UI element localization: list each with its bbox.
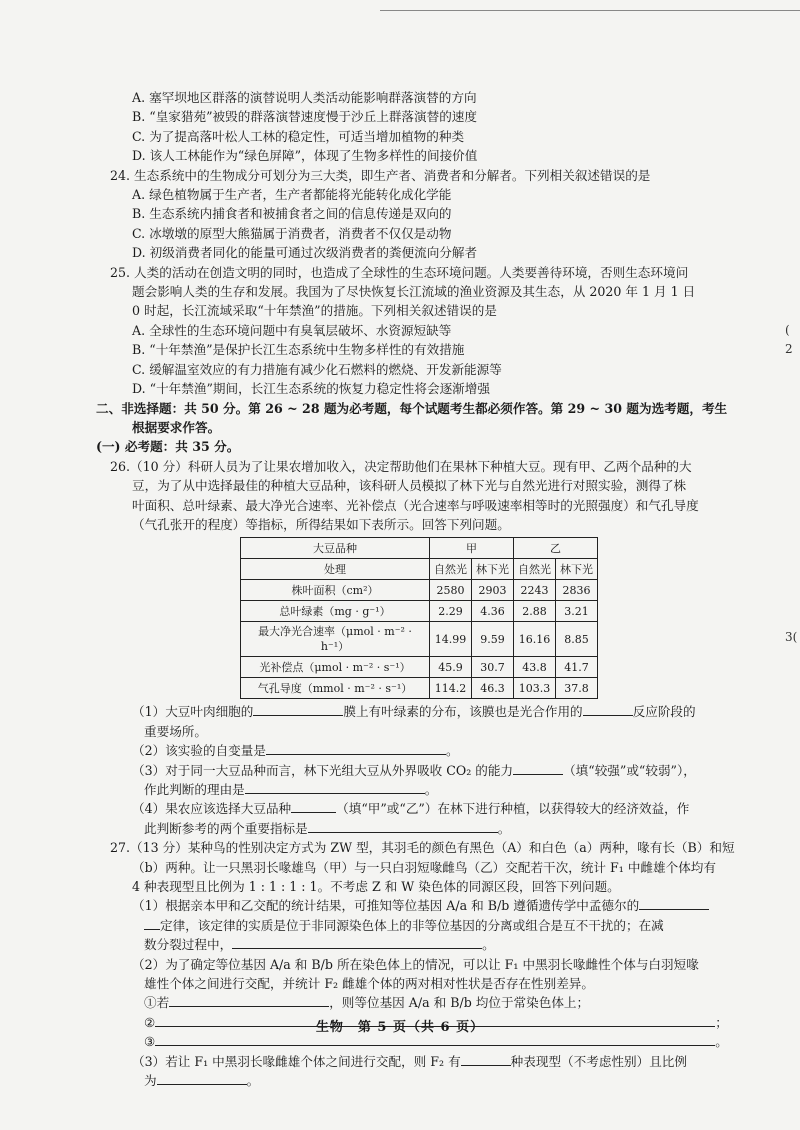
- q27-p3-text: 种表现型（不考虑性别）且比例: [510, 1053, 687, 1069]
- q26-part3: [110, 761, 750, 780]
- q24-option-c: C. 冰墩墩的原型大熊猫属于消费者，消费者不仅仅是动物: [132, 225, 452, 241]
- q27-p2-text: ，则等位基因 A/a 和 B/b 均位于常染色体上；: [329, 995, 590, 1011]
- q26-part4-cont: 此判断参考的两个重要指标是 。: [144, 820, 511, 836]
- answer-blank[interactable]: [291, 799, 336, 813]
- q26-stem-line: 豆，为了从中选择最佳的种植大豆品种，该科研人员模拟了林下光与自然光进行对照实验，测得了株: [132, 478, 687, 494]
- q26-part2: （2）该实验的自变量是 。: [132, 743, 459, 759]
- q27-p3-text: （3）若让 F₁ 中黑羽长喙雌雄个体之间进行交配，则 F₂ 有: [132, 1053, 461, 1069]
- section2-heading: 二、非选择题：共 50 分。第 26 ~ 28 题为必考题，每个试题考生都必须作答。第 29 ~ 30 题为选考题，考生: [96, 400, 728, 416]
- q25-stem-line: 题会影响人类的生存和发展。我国为了尽快恢复长江流域的渔业资源及其生态，从 2020 年 1 月 1 日: [132, 284, 696, 300]
- q23-option-a: A. 塞罕坝地区群落的演替说明人类活动能影响群落演替的方向: [132, 90, 477, 105]
- q26-stem-line: （气孔张开的程度）等指标，所得结果如下表所示。回答下列问题。: [132, 516, 510, 532]
- table-head-treatment: 处理: [241, 559, 430, 580]
- table-cell: 9.59: [472, 622, 514, 657]
- q26-part4: [110, 799, 750, 818]
- table-cell: 2.88: [514, 601, 556, 622]
- table-row-label: 最大净光合速率（μmol · m⁻² · h⁻¹）: [241, 622, 430, 657]
- table-cell: 14.99: [430, 622, 472, 657]
- q27-part2-case3: ③ 。: [144, 1034, 728, 1050]
- q27-part1-cont: 数分裂过程中， 。: [144, 937, 495, 953]
- q26-part1: [110, 702, 750, 721]
- q26-part3-cont: 作此判断的理由是 。: [144, 781, 438, 797]
- table-cell: 41.7: [556, 657, 598, 678]
- answer-blank[interactable]: [308, 819, 498, 833]
- table-treat-cell: 自然光: [430, 559, 472, 580]
- table-head-variety: 大豆品种: [241, 538, 430, 559]
- q26-p2-text: （2）该实验的自变量是: [132, 743, 266, 759]
- answer-blank[interactable]: [639, 896, 709, 910]
- q27-p2-text: ①若: [144, 995, 170, 1011]
- answer-blank[interactable]: [253, 702, 343, 716]
- table-cell: 16.16: [514, 622, 556, 657]
- table-row-label: 气孔导度（mmol · m⁻² · s⁻¹）: [241, 678, 430, 699]
- q27-part2: （2）为了确定等位基因 A/a 和 B/b 所在染色体上的情况，可以让 F₁ 中黑羽长喙雌性个体与白羽短喙: [132, 956, 699, 972]
- q27-part2-case1: [110, 993, 750, 1012]
- answer-blank[interactable]: [245, 780, 425, 794]
- table-row: [241, 622, 598, 657]
- table-row-label: 株叶面积（cm²）: [241, 580, 430, 601]
- q25-option-a: A. 全球性的生态环境问题中有臭氧层破坏、水资源短缺等: [132, 322, 452, 338]
- table-treat-cell: 林下光: [472, 559, 514, 580]
- section2-heading-cont: 根据要求作答。: [132, 419, 221, 435]
- table-cell: 2243: [514, 580, 556, 601]
- top-rule: [380, 10, 800, 11]
- q24-option-b: B. 生态系统内捕食者和被捕食者之间的信息传递是双向的: [132, 206, 452, 222]
- answer-blank[interactable]: [266, 741, 446, 755]
- q27-p1-text: （1）根据亲本甲和乙交配的统计结果，可推知等位基因 A/a 和 B/b 遵循遗传学中孟德尔的: [132, 898, 640, 914]
- table-row: [241, 601, 598, 622]
- table-row: [241, 580, 598, 601]
- q27-part2-case2: ② ；: [144, 1014, 728, 1030]
- q26-p4-text: （4）果农应该选择大豆品种: [132, 801, 292, 817]
- table-row-label: 光补偿点（μmol · m⁻² · s⁻¹）: [241, 657, 430, 678]
- margin-mark: 2: [785, 342, 793, 356]
- table-head-yi: 乙: [514, 538, 598, 559]
- table-cell: 43.8: [514, 657, 556, 678]
- table-cell: 2.29: [430, 601, 472, 622]
- q27-part3-cont: 为 。: [144, 1073, 260, 1089]
- q27-part3: [110, 1052, 750, 1071]
- q26-stem-line: 叶面积、总叶绿素、最大净光合速率、光补偿点（光合速率与呼吸速率相等时的光照强度）和气孔导度: [132, 497, 699, 513]
- margin-mark: 3(: [785, 630, 798, 644]
- q26-p4-text: 此判断参考的两个重要指标是: [144, 820, 308, 836]
- table-cell: 103.3: [514, 678, 556, 699]
- answer-blank[interactable]: [144, 916, 160, 930]
- q26-p1-text: 反应阶段的: [632, 704, 696, 720]
- q27-stem-line: （b）两种。让一只黑羽长喙雄鸟（甲）与一只白羽短喙雌鸟（乙）交配若干次，统计 F₁ 中雌雄个体均有: [132, 859, 716, 875]
- answer-blank[interactable]: [169, 993, 329, 1007]
- q23-option-d: D. 该人工林能作为“绿色屏障”，体现了生物多样性的间接价值: [132, 148, 478, 164]
- table-cell: 8.85: [556, 622, 598, 657]
- table-cell: 45.9: [430, 657, 472, 678]
- table-row-label: 总叶绿素（mg · g⁻¹）: [241, 601, 430, 622]
- q27-part2-cont: 雄性个体之间进行交配，并统计 F₂ 雌雄个体的两对相对性状是否存在性别差异。: [144, 976, 594, 992]
- q24-stem: 24. 生态系统中的生物成分可划分为三大类，即生产者、消费者和分解者。下列相关叙述错误的是: [110, 167, 651, 183]
- answer-blank[interactable]: [461, 1052, 511, 1066]
- required-heading: (一) 必考题：共 35 分。: [96, 439, 240, 455]
- q24-option-a: A. 绿色植物属于生产者，生产者都能将光能转化成化学能: [132, 187, 452, 203]
- page-footer: 生物 第 5 页（共 6 页）: [315, 1020, 485, 1035]
- answer-blank[interactable]: [232, 935, 482, 949]
- q25-option-b: B. “十年禁渔”是保护长江生态系统中生物多样性的有效措施: [132, 342, 465, 358]
- q26-p3-text: （填“较强”或“较弱”），: [563, 762, 696, 778]
- q26-p3-text: 作此判断的理由是: [144, 781, 245, 797]
- q23-option-c: C. 为了提高落叶松人工林的稳定性，可适当增加植物的种类: [132, 128, 465, 144]
- q25-stem-line: 25. 人类的活动在创造文明的同时，也造成了全球性的生态环境问题。人类要善待环境，否则生态环境问: [110, 264, 689, 280]
- q27-part1-cont: [110, 916, 750, 935]
- table-treat-cell: 林下光: [556, 559, 598, 580]
- q27-p1-text: 数分裂过程中，: [144, 937, 233, 953]
- q27-p1-text: 定律，该定律的实质是位于非同源染色体上的非等位基因的分离或组合是互不干扰的；在减: [160, 917, 664, 933]
- answer-blank[interactable]: [583, 702, 633, 716]
- q26-part1-cont: 重要场所。: [144, 723, 207, 739]
- q26-p3-text: （3）对于同一大豆品种而言，林下光组大豆从外界吸收 CO₂ 的能力: [132, 762, 514, 778]
- q27-p3-text: 为: [144, 1073, 157, 1089]
- q27-p2-text: ②: [144, 1014, 156, 1030]
- answer-blank[interactable]: [157, 1071, 247, 1085]
- q26-p1-text: 膜上有叶绿素的分布，该膜也是光合作用的: [343, 704, 583, 720]
- q27-p2-text: ③: [144, 1034, 156, 1050]
- q25-option-d: D. “十年禁渔”期间，长江生态系统的恢复力稳定性将会逐渐增强: [132, 381, 490, 397]
- table-treat-cell: 自然光: [514, 559, 556, 580]
- q24-option-d: D. 初级消费者同化的能量可通过次级消费者的粪便流向分解者: [132, 245, 478, 261]
- table-cell: 2836: [556, 580, 598, 601]
- q27-stem-line: 4 种表现型且比例为 1 : 1 : 1 : 1。不考虑 Z 和 W 染色体的同源区段，回答下列问题。: [132, 879, 620, 894]
- margin-mark: (: [785, 323, 790, 337]
- exam-content: [96, 88, 750, 1090]
- table-cell: 46.3: [472, 678, 514, 699]
- soybean-data-table: [240, 537, 598, 699]
- table-row: [241, 678, 598, 699]
- table-cell: 2903: [472, 580, 514, 601]
- q26-p4-text: （填“甲”或“乙”）在林下进行种植，以获得较大的经济效益，作: [336, 801, 690, 817]
- table-head-jia: 甲: [430, 538, 514, 559]
- table-row: [241, 657, 598, 678]
- answer-blank[interactable]: [513, 761, 563, 775]
- q26-p1-text: （1）大豆叶肉细胞的: [132, 704, 254, 720]
- table-cell: 4.36: [472, 601, 514, 622]
- q25-option-c: C. 缓解温室效应的有力措施有减少化石燃料的燃烧、开发新能源等: [132, 361, 502, 377]
- table-cell: 3.21: [556, 601, 598, 622]
- q25-stem-line: 0 时起，长江流域采取“十年禁渔”的措施。下列相关叙述错误的是: [132, 303, 497, 319]
- table-cell: 37.8: [556, 678, 598, 699]
- table-cell: 30.7: [472, 657, 514, 678]
- q23-option-b: B. “皇家猎苑”被毁的群落演替速度慢于沙丘上群落演替的速度: [132, 109, 477, 125]
- table-cell: 114.2: [430, 678, 472, 699]
- q27-stem-line: 27.（13 分）某种鸟的性别决定方式为 ZW 型，其羽毛的颜色有黑色（A）和白色（a）两种，喙有长（B）和短: [110, 840, 735, 856]
- table-cell: 2580: [430, 580, 472, 601]
- q27-part1: [110, 896, 750, 915]
- q26-stem-line: 26.（10 分）科研人员为了让果农增加收入，决定帮助他们在果林下种植大豆。现有甲、乙两个品种的大: [110, 458, 692, 474]
